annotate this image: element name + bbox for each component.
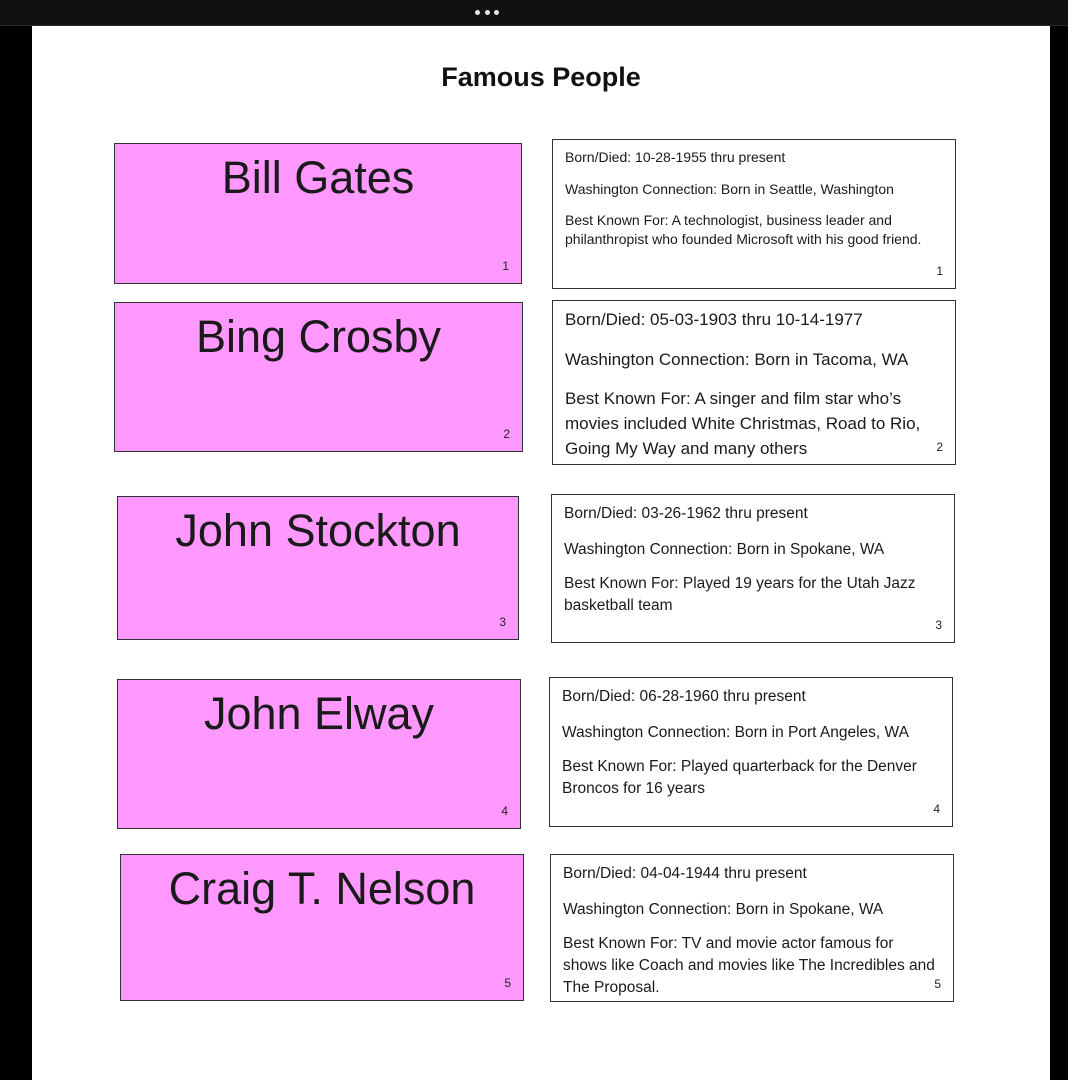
- page-title: Famous People: [441, 62, 641, 92]
- name-card-john-stockton: [117, 496, 519, 640]
- dot: [494, 10, 499, 15]
- washington-connection-text: Washington Connection: Born in Port Angeles, WA: [562, 723, 909, 741]
- card-number: 3: [499, 615, 506, 629]
- name-card-bing-crosby: [114, 302, 523, 452]
- card-number: 2: [936, 440, 943, 454]
- card-number: 1: [502, 259, 509, 273]
- card-number: 4: [933, 802, 940, 816]
- person-name: John Elway: [203, 688, 435, 739]
- best-known-for-text: Best Known For: Played 19 years for the Utah Jazz basketball team: [564, 575, 916, 615]
- washington-connection-text: Washington Connection: Born in Spokane, WA: [563, 900, 884, 918]
- info-card-craig-t-nelson: [550, 854, 954, 1002]
- info-card-bill-gates: [552, 139, 956, 289]
- dot: [475, 10, 480, 15]
- document-page: [32, 26, 1050, 1080]
- info-card-john-stockton: [551, 494, 955, 643]
- washington-connection-text: Washington Connection: Born in Tacoma, WA: [565, 349, 909, 369]
- born-died-text: Born/Died: 03-26-1962 thru present: [564, 505, 808, 522]
- person-name: Bing Crosby: [195, 311, 442, 362]
- card-number: 3: [935, 618, 942, 632]
- born-died-text: Born/Died: 04-04-1944 thru present: [563, 865, 807, 882]
- card-number: 2: [503, 427, 510, 441]
- born-died-text: Born/Died: 10-28-1955 thru present: [565, 149, 786, 165]
- person-name: John Stockton: [175, 505, 461, 556]
- more-options-icon[interactable]: [475, 8, 499, 16]
- born-died-text: Born/Died: 06-28-1960 thru present: [562, 688, 806, 705]
- born-died-text: Born/Died: 05-03-1903 thru 10-14-1977: [565, 310, 863, 329]
- card-number: 1: [936, 264, 943, 278]
- name-card-john-elway: [117, 679, 521, 829]
- best-known-for-text: Best Known For: A technologist, business leader and philanthropist who founded Microsoft with his good friend.: [565, 212, 922, 247]
- info-card-john-elway: [549, 677, 953, 827]
- washington-connection-text: Washington Connection: Born in Spokane, WA: [564, 540, 885, 558]
- top-toolbar: [0, 0, 1068, 26]
- card-number: 5: [504, 976, 511, 990]
- best-known-for-text: Best Known For: TV and movie actor famous for shows like Coach and movies like The Incredibles and The Proposal.: [563, 935, 935, 996]
- person-name: Bill Gates: [221, 152, 415, 203]
- person-name: Craig T. Nelson: [168, 863, 476, 914]
- info-card-bing-crosby: [552, 300, 956, 465]
- best-known-for-text: Best Known For: A singer and film star who’s movies included White Christmas, Road to Rio, Going My Way and many others: [565, 389, 921, 458]
- card-number: 5: [934, 977, 941, 991]
- washington-connection-text: Washington Connection: Born in Seattle, Washington: [565, 181, 894, 198]
- name-card-craig-t-nelson: [120, 854, 524, 1001]
- best-known-for-text: Best Known For: Played quarterback for the Denver Broncos for 16 years: [562, 758, 917, 798]
- dot: [485, 10, 490, 15]
- card-number: 4: [501, 804, 508, 818]
- name-card-bill-gates: [114, 143, 522, 284]
